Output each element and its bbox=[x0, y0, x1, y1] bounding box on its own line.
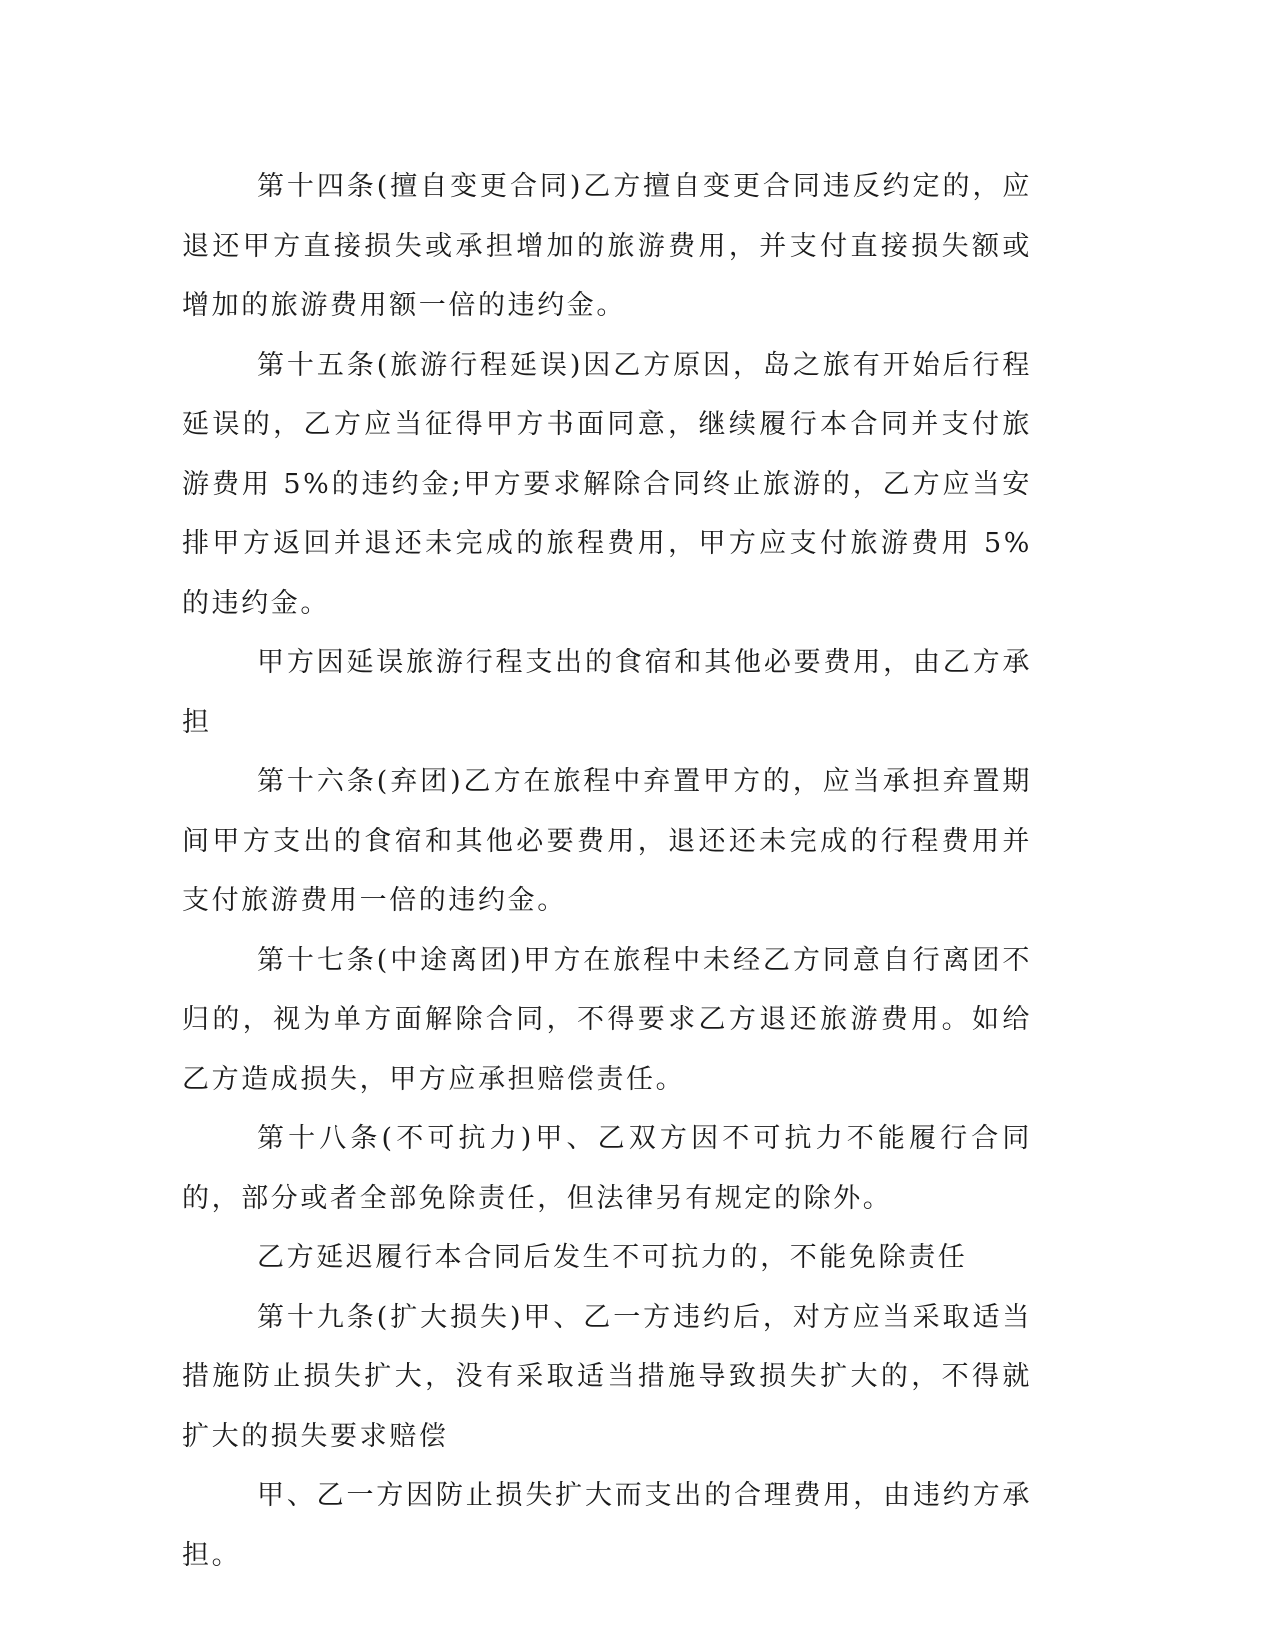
paragraph-article-15: 第十五条(旅游行程延误)因乙方原因，岛之旅有开始后行程延误的，乙方应当征得甲方书面同意，继续履行本合同并支付旅游费用 5%的违约金;甲方要求解除合同终止旅游的，乙方应当安排甲方返回并退还未完成的旅程费用，甲方应支付旅游费用 5%的违约金。 bbox=[182, 349, 1032, 619]
paragraph-article-16: 第十六条(弃团)乙方在旅程中弃置甲方的，应当承担弃置期间甲方支出的食宿和其他必要费用，退还还未完成的行程费用并支付旅游费用一倍的违约金。 bbox=[182, 766, 1032, 916]
paragraph-delay-costs: 甲方因延误旅游行程支出的食宿和其他必要费用，由乙方承担 bbox=[182, 647, 1032, 738]
paragraph-article-18: 第十八条(不可抗力)甲、乙双方因不可抗力不能履行合同的，部分或者全部免除责任，但法律另有规定的除外。 bbox=[182, 1123, 1032, 1214]
paragraph-mitigation-costs: 甲、乙一方因防止损失扩大而支出的合理费用，由违约方承担。 bbox=[182, 1480, 1032, 1571]
paragraph-article-17: 第十七条(中途离团)甲方在旅程中未经乙方同意自行离团不归的，视为单方面解除合同，不得要求乙方退还旅游费用。如给乙方造成损失，甲方应承担赔偿责任。 bbox=[182, 944, 1032, 1095]
paragraph-article-19: 第十九条(扩大损失)甲、乙一方违约后，对方应当采取适当措施防止损失扩大，没有采取适当措施导致损失扩大的，不得就扩大的损失要求赔偿 bbox=[182, 1301, 1032, 1452]
paragraph-article-14: 第十四条(擅自变更合同)乙方擅自变更合同违反约定的，应退还甲方直接损失或承担增加的旅游费用，并支付直接损失额或增加的旅游费用额一倍的违约金。 bbox=[182, 171, 1032, 321]
paragraph-force-majeure-delay: 乙方延迟履行本合同后发生不可抗力的，不能免除责任 bbox=[257, 1242, 968, 1273]
document-body bbox=[182, 157, 1032, 1585]
